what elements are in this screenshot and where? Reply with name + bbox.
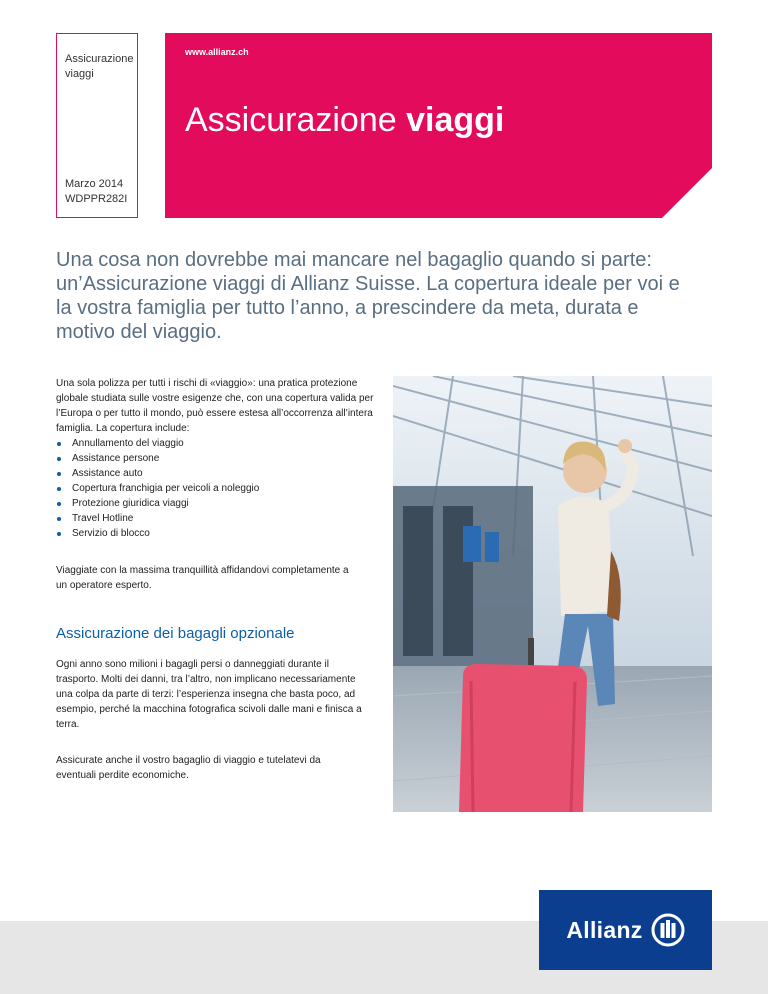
intro-block	[56, 376, 378, 541]
lead-paragraph: Una cosa non dovrebbe mai mancare nel bagaglio quando si parte: un’Assicurazione viaggi di Allianz Suisse. La copertura ideale per voi e la vostra famiglia per tutto l’anno, a prescindere da meta, durata e motivo del viaggio.	[56, 249, 680, 343]
title-bold: viaggi	[406, 101, 505, 139]
list-item: Assistance auto	[56, 466, 378, 481]
intro-paragraph: Una sola polizza per tutti i rischi di «viaggio»: una pratica protezione globale studiata sulle vostre esigenze che, con una copertura valida per l’Europa o per tutto il mondo, può essere estesa all’occorrenza all’intera famiglia. La copertura include:	[56, 378, 374, 434]
list-item: Servizio di blocco	[56, 526, 378, 541]
logo-wordmark: Allianz	[566, 916, 643, 943]
list-item: Protezione giuridica viaggi	[56, 496, 378, 511]
coverage-list	[56, 436, 378, 541]
page-title	[185, 101, 504, 140]
airport-traveler-illustration	[393, 376, 712, 812]
title-light: Assicurazione	[185, 101, 397, 139]
closing-paragraph: Viaggiate con la massima tranquillità affidandovi completamente a un operatore esperto.	[56, 565, 349, 591]
baggage-paragraph: Ogni anno sono milioni i bagagli persi o danneggiati durante il trasporto. Molti dei danni, tra l’altro, non implicano necessariamente una colpa da parte di terzi: l’esperienza insegna che basta poco, ad esempio, perché la macchina fotografica scivoli dalle mani e finisca a terra.	[56, 659, 362, 730]
allianz-eagle-icon	[651, 913, 685, 947]
allianz-logo	[539, 890, 712, 970]
section-heading: Assicurazione dei bagagli opzionale	[56, 625, 295, 642]
list-item: Assistance persone	[56, 451, 378, 466]
publication-date: Marzo 2014	[65, 178, 124, 190]
corner-fold	[662, 168, 712, 218]
list-item: Annullamento del viaggio	[56, 436, 378, 451]
sidebar-category: Assicurazione viaggi	[65, 53, 134, 80]
website-url: www.allianz.ch	[185, 47, 249, 57]
list-item: Copertura franchigia per veicoli a noleggio	[56, 481, 378, 496]
sidebar-meta	[65, 177, 127, 207]
baggage-cta-paragraph: Assicurate anche il vostro bagaglio di viaggio e tutelatevi da eventuali perdite economiche.	[56, 755, 321, 781]
header-banner	[165, 33, 712, 218]
list-item: Travel Hotline	[56, 511, 378, 526]
document-code: WDPPR282I	[65, 193, 128, 205]
sidebar-box	[56, 33, 138, 218]
travel-photo	[393, 376, 712, 812]
